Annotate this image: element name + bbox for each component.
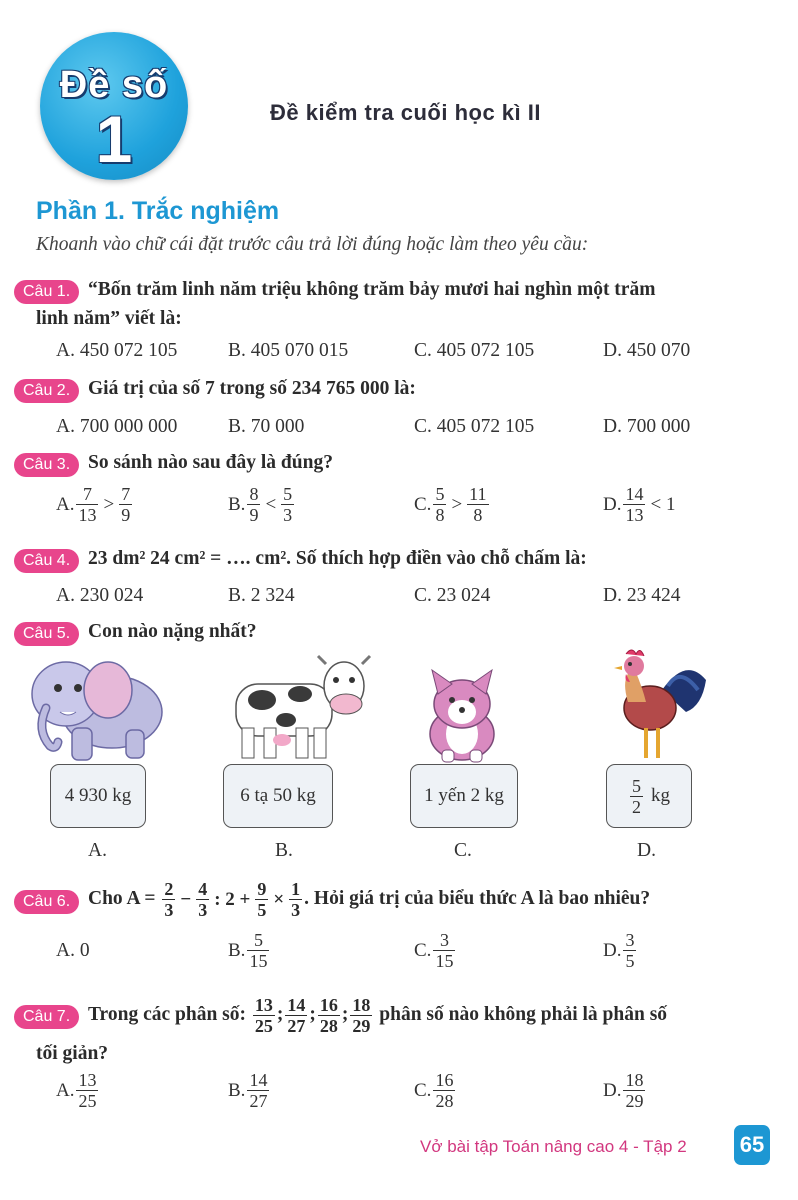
fraction: $\frac{9}{5}$ xyxy=(257,879,267,921)
comparison-sign: > xyxy=(103,493,115,515)
text-segment: Cho A = xyxy=(88,888,156,909)
option-b[interactable]: B. 405 070 015 xyxy=(228,340,349,361)
option-b[interactable]: B. 2 324 xyxy=(228,585,295,606)
option-d[interactable]: D. 450 070 xyxy=(603,340,691,361)
question-text-cont: linh năm” viết là: xyxy=(36,308,182,329)
option-a[interactable]: A. 230 024 xyxy=(56,585,144,606)
option-c[interactable]: C. 23 024 xyxy=(414,585,491,606)
instruction-text: Khoanh vào chữ cái đặt trước câu trả lời đúng hoặc làm theo yêu cầu: xyxy=(36,234,589,255)
text-segment: . Hỏi giá trị của biểu thức A là bao nhiêu? xyxy=(304,888,651,909)
fraction: $\frac{14}{27}$ xyxy=(249,1070,268,1111)
question-text: “Bốn trăm linh năm triệu không trăm bảy mươi hai nghìn một trăm xyxy=(88,279,656,300)
comparison-sign: > xyxy=(451,493,463,515)
option-b[interactable]: B. xyxy=(275,840,293,861)
question-label: Câu 2. xyxy=(14,379,79,403)
question-label: Câu 5. xyxy=(14,622,79,646)
option-c[interactable] xyxy=(414,484,491,525)
operator: − xyxy=(180,888,192,910)
weight-box-b: 6 tạ 50 kg xyxy=(223,764,333,828)
option-a[interactable] xyxy=(56,484,134,525)
option-d[interactable] xyxy=(603,1070,647,1111)
fraction: $\frac{3}{5}$ xyxy=(625,930,635,971)
rooster-image xyxy=(606,646,710,764)
option-letter: C. xyxy=(414,1079,432,1101)
fraction: $\frac{3}{15}$ xyxy=(435,930,454,971)
operator: × xyxy=(273,888,285,910)
question-label: Câu 4. xyxy=(14,549,79,573)
option-d[interactable]: D. 700 000 xyxy=(603,416,691,437)
question-label: Câu 6. xyxy=(14,890,79,914)
option-c[interactable]: C. 405 072 105 xyxy=(414,340,535,361)
question-text: So sánh nào sau đây là đúng? xyxy=(88,452,333,473)
weight-box-c: 1 yến 2 kg xyxy=(410,764,518,828)
option-b[interactable] xyxy=(228,930,271,971)
option-letter: C. xyxy=(414,493,432,515)
option-letter: D. xyxy=(603,493,622,515)
comparison-sign: < xyxy=(265,493,277,515)
option-letter: C. xyxy=(414,939,432,961)
footer-book-title: Vở bài tập Toán nâng cao 4 - Tập 2 xyxy=(420,1137,687,1156)
fraction: $\frac{16}{28}$ xyxy=(319,995,338,1037)
separator: ; xyxy=(309,1004,316,1025)
question-text: Con nào nặng nhất? xyxy=(88,621,257,642)
operator: : 2 + xyxy=(214,888,251,910)
text-segment: phân số nào không phải là phân số xyxy=(379,1004,668,1025)
weight-box-d xyxy=(606,764,692,828)
page-number: 65 xyxy=(734,1125,770,1165)
option-c[interactable] xyxy=(414,1070,457,1111)
option-a[interactable]: A. xyxy=(88,840,107,861)
option-letter: B. xyxy=(228,1079,246,1101)
fraction: $\frac{13}{25}$ xyxy=(254,995,273,1037)
fraction: $\frac{18}{29}$ xyxy=(352,995,371,1037)
option-letter: B. xyxy=(228,939,246,961)
option-letter: B. xyxy=(228,493,246,515)
question-text: Giá trị của số 7 trong số 234 765 000 là: xyxy=(88,378,416,399)
fraction: $\frac{4}{3}$ xyxy=(198,879,208,921)
dog-image xyxy=(412,668,514,764)
option-a[interactable]: A. 0 xyxy=(56,940,90,961)
fraction: $\frac{1}{3}$ xyxy=(291,879,301,921)
fraction: $\frac{7}{9}$ xyxy=(121,484,131,525)
text-segment: Trong các phân số: xyxy=(88,1004,247,1025)
fraction: $\frac{18}{29}$ xyxy=(625,1070,644,1111)
exam-number-badge xyxy=(36,28,192,184)
page-title: Đề kiểm tra cuối học kì II xyxy=(270,100,541,125)
fraction: $\frac{7}{13}$ xyxy=(78,484,97,525)
question-text xyxy=(88,875,650,924)
question-label: Câu 1. xyxy=(14,280,79,304)
option-a[interactable]: A. 700 000 000 xyxy=(56,416,178,437)
fraction: $\frac{14}{13}$ xyxy=(625,484,644,525)
fraction: $\frac{8}{9}$ xyxy=(249,484,259,525)
option-letter: A. xyxy=(56,493,75,515)
section-heading: Phần 1. Trắc nghiệm xyxy=(36,197,280,225)
badge-number: 1 xyxy=(95,102,133,176)
option-b[interactable] xyxy=(228,1070,271,1111)
separator: ; xyxy=(276,1004,284,1025)
elephant-image xyxy=(16,650,168,762)
fraction: $\frac{16}{28}$ xyxy=(435,1070,454,1111)
option-letter: D. xyxy=(603,939,622,961)
fraction: $\frac{5}{8}$ xyxy=(435,484,445,525)
comparison-sign: < 1 xyxy=(650,493,676,515)
separator: ; xyxy=(341,1004,349,1025)
weight-box-a: 4 930 kg xyxy=(50,764,146,828)
badge-label: Đề số xyxy=(59,64,169,106)
question-label: Câu 3. xyxy=(14,453,79,477)
option-c[interactable]: C. 405 072 105 xyxy=(414,416,535,437)
option-b[interactable] xyxy=(228,484,296,525)
question-label: Câu 7. xyxy=(14,1005,79,1029)
option-a[interactable]: A. 450 072 105 xyxy=(56,340,178,361)
option-d[interactable]: D. xyxy=(637,840,656,861)
option-c[interactable]: C. xyxy=(454,840,472,861)
fraction: $\frac{2}{3}$ xyxy=(164,879,174,921)
option-d[interactable] xyxy=(603,484,678,525)
unit-label: kg xyxy=(651,785,670,806)
cow-image xyxy=(222,654,372,764)
fraction: $\frac{5}{15}$ xyxy=(249,930,268,971)
option-d[interactable]: D. 23 424 xyxy=(603,585,681,606)
fraction: $\frac{5}{3}$ xyxy=(283,484,293,525)
question-text: 23 dm² 24 cm² = …. cm². Số thích hợp điền vào chỗ chấm là: xyxy=(88,548,587,569)
option-a[interactable] xyxy=(56,1070,100,1111)
fraction: $\frac{13}{25}$ xyxy=(78,1070,97,1111)
option-d[interactable] xyxy=(603,930,638,971)
option-letter: A. xyxy=(56,1079,75,1101)
fraction: $\frac{14}{27}$ xyxy=(287,995,306,1037)
question-text-cont: tối giản? xyxy=(36,1043,109,1064)
option-c[interactable] xyxy=(414,930,457,971)
fraction: $\frac{5}{2}$ xyxy=(632,775,641,817)
option-letter: D. xyxy=(603,1079,622,1101)
fraction: $\frac{11}{8}$ xyxy=(469,484,487,525)
option-b[interactable]: B. 70 000 xyxy=(228,416,305,437)
question-text xyxy=(88,991,667,1039)
